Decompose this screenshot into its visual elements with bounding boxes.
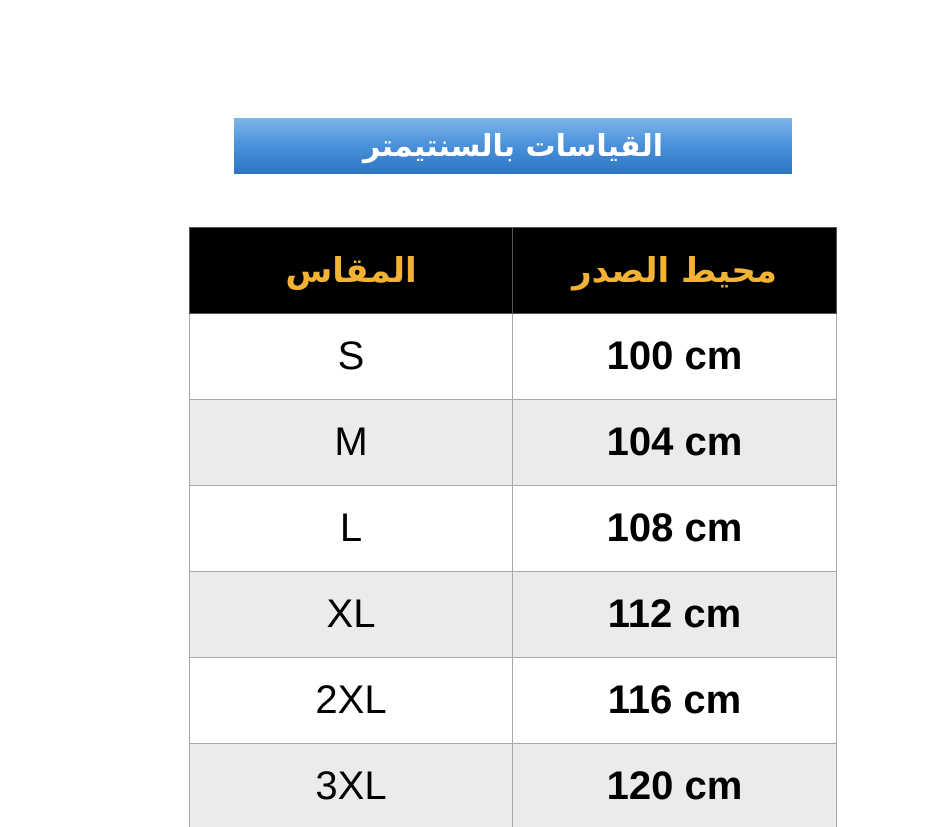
- table-header-row: [190, 228, 837, 314]
- chest-cell: 116 cm: [513, 658, 837, 744]
- header-size: المقاس: [190, 228, 513, 314]
- table-row: [190, 572, 837, 658]
- size-table: [189, 227, 837, 827]
- size-cell: 3XL: [190, 744, 513, 827]
- size-cell: XL: [190, 572, 513, 658]
- size-cell: 2XL: [190, 658, 513, 744]
- chest-cell: 100 cm: [513, 314, 837, 400]
- size-cell: M: [190, 400, 513, 486]
- table-row: [190, 658, 837, 744]
- table-row: [190, 486, 837, 572]
- chest-cell: 120 cm: [513, 744, 837, 827]
- size-cell: L: [190, 486, 513, 572]
- chest-cell: 104 cm: [513, 400, 837, 486]
- size-cell: S: [190, 314, 513, 400]
- chest-cell: 108 cm: [513, 486, 837, 572]
- table-row: [190, 314, 837, 400]
- chest-cell: 112 cm: [513, 572, 837, 658]
- page-title: القياسات بالسنتيمتر: [234, 118, 792, 174]
- header-chest: محيط الصدر: [513, 228, 837, 314]
- table-row: [190, 400, 837, 486]
- table-row: [190, 744, 837, 827]
